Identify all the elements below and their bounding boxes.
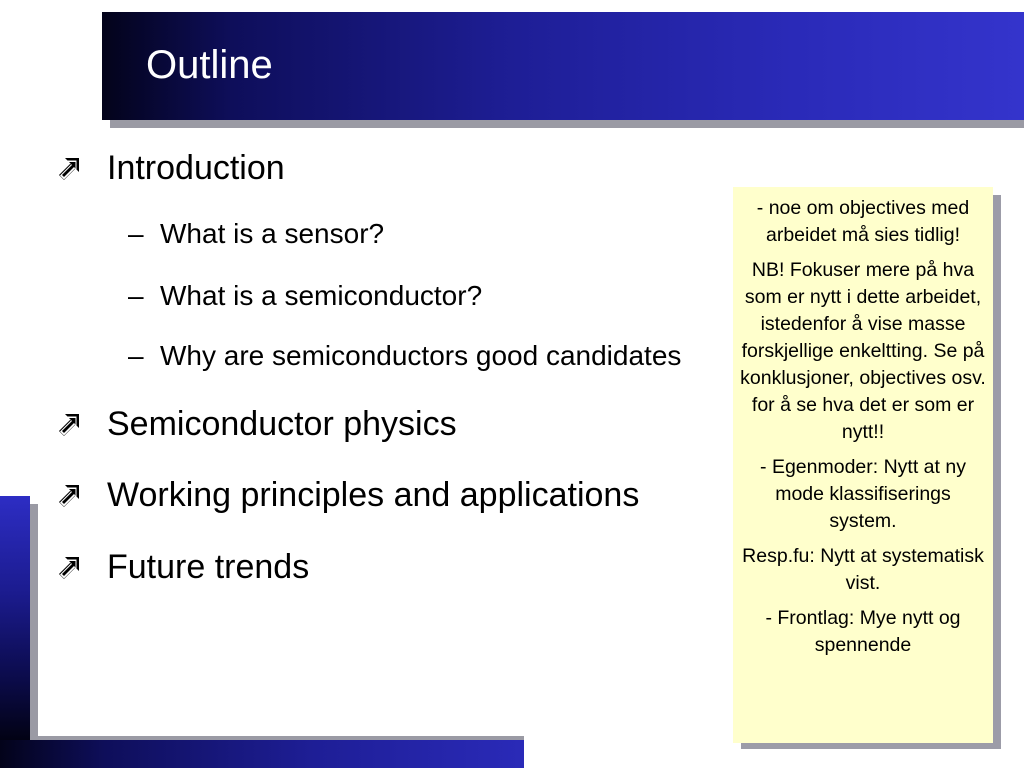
note-paragraph: - Egenmoder: Nytt at ny mode klassifiserings system. bbox=[760, 456, 966, 532]
outline-subitem-label: What is a sensor? bbox=[160, 218, 385, 249]
slide-title: Outline bbox=[146, 43, 273, 87]
sub-marker: – bbox=[128, 218, 144, 249]
outline-item-working-principles bbox=[56, 473, 639, 517]
sub-marker: – bbox=[128, 340, 144, 371]
note-paragraph: - Frontlag: Mye nytt og spennende bbox=[765, 607, 961, 656]
outline-subitem-label: What is a semiconductor? bbox=[160, 280, 483, 311]
outline-subitem bbox=[128, 338, 681, 374]
outline-item-introduction bbox=[56, 146, 285, 190]
outline-item-label: Semiconductor physics bbox=[107, 404, 457, 443]
note-paragraph: NB! Fokuser mere på hva som er nytt i dette arbeidet, istedenfor å vise masse forskjellige enkeltting. Se på konklusjoner, objectives osv. for å se hva det er som er nytt!! bbox=[740, 259, 986, 443]
sticky-note[interactable] bbox=[733, 187, 993, 743]
arrow-up-right-icon bbox=[56, 553, 84, 581]
outline-item-label: Working principles and applications bbox=[107, 475, 640, 514]
arrow-up-right-icon bbox=[56, 154, 84, 182]
outline-item-future-trends bbox=[56, 545, 309, 589]
outline-item-label: Future trends bbox=[107, 547, 310, 586]
arrow-up-right-icon bbox=[56, 481, 84, 509]
note-paragraph: Resp.fu: Nytt at systematisk vist. bbox=[742, 545, 984, 594]
outline-item-semiconductor-physics bbox=[56, 402, 457, 446]
note-paragraph: - noe om objectives med arbeidet må sies tidlig! bbox=[756, 197, 970, 246]
arrow-up-right-icon bbox=[56, 410, 84, 438]
sub-marker: – bbox=[128, 280, 144, 311]
outline-subitem bbox=[128, 216, 384, 252]
outline-subitem-label: Why are semiconductors good candidates bbox=[160, 340, 682, 371]
outline-subitem bbox=[128, 278, 482, 314]
outline-item-label: Introduction bbox=[107, 148, 285, 187]
